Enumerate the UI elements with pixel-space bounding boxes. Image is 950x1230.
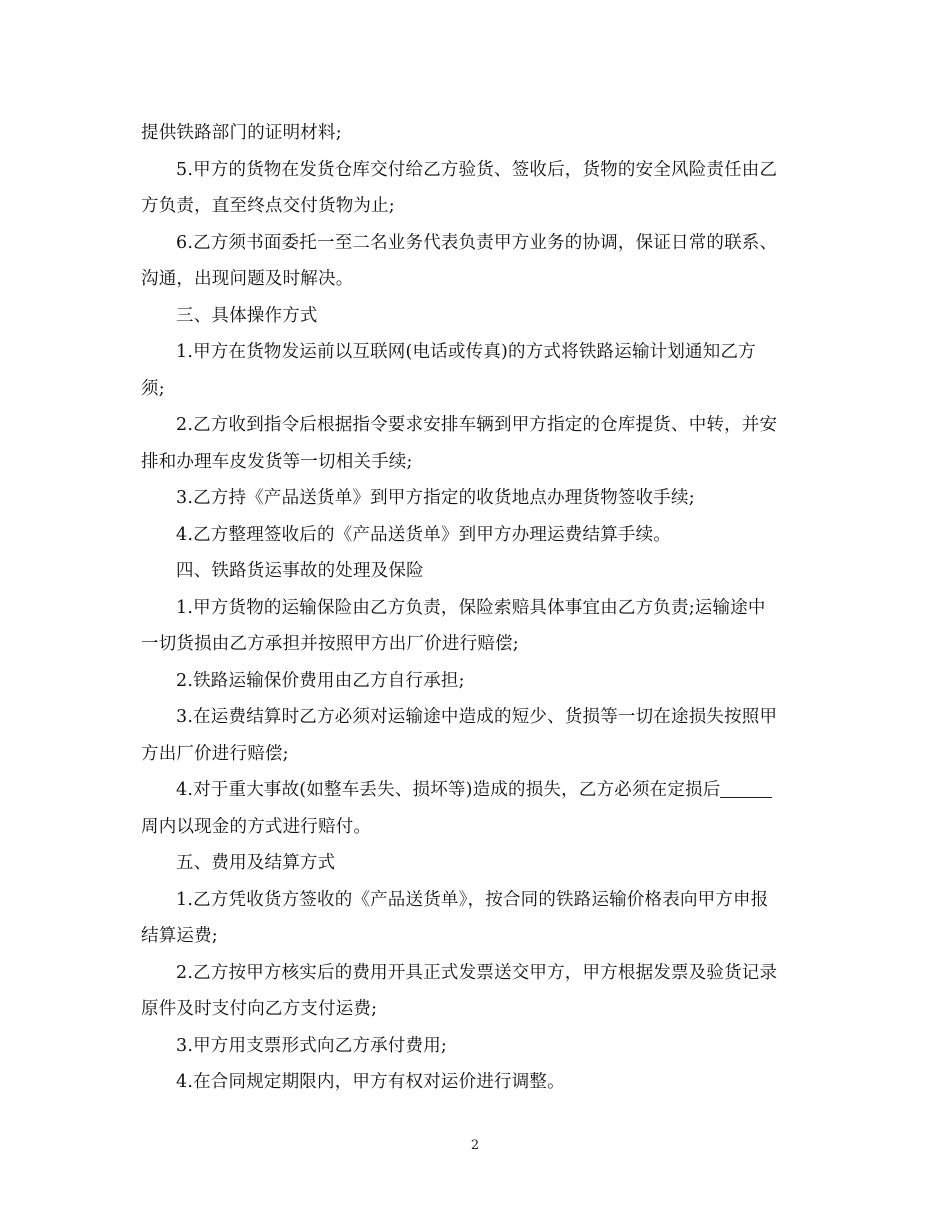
text-line: 方负责，直至终点交付货物为止; — [141, 196, 395, 216]
page-number: 2 — [470, 1138, 480, 1153]
text-line: 4.乙方整理签收后的《产品送货单》到甲方办理运费结算手续。 — [176, 524, 671, 545]
text-line: 4.在合同规定期限内，甲方有权对运价进行调整。 — [176, 1072, 565, 1092]
text-line: 5.甲方的货物在发货仓库交付给乙方验货、签收后，货物的安全风险责任由乙 — [176, 159, 778, 180]
text-line: 3.乙方持《产品送货单》到甲方指定的收货地点办理货物签收手续; — [176, 488, 695, 508]
text-line: 1.甲方在货物发运前以互联网(电话或传真)的方式将铁路运输计划通知乙方 — [176, 342, 756, 362]
text-line: 结算运费; — [141, 926, 218, 946]
text-line: 一切货损由乙方承担并按照甲方出厂价进行赔偿; — [141, 634, 519, 654]
section-heading: 三、具体操作方式 — [176, 305, 318, 326]
text-span: 4.对于重大事故(如整车丢失、损坏等)造成的损失，乙方必须在定损后 — [176, 780, 721, 800]
text-line: 1.乙方凭收货方签收的《产品送货单》，按合同的铁路运输价格表向甲方申报 — [176, 889, 769, 910]
text-line: 2.铁路运输保价费用由乙方自行承担; — [176, 670, 465, 691]
text-line: 提供铁路部门的证明材料; — [141, 123, 342, 143]
text-line: 沟通，出现问题及时解决。 — [141, 269, 354, 289]
text-line: 2.乙方按甲方核实后的费用开具正式发票送交甲方，甲方根据发票及验货记录 — [176, 962, 778, 983]
text-line: 3.甲方用支票形式向乙方承付费用; — [176, 1035, 447, 1056]
text-line-with-blank — [141, 772, 813, 809]
fill-in-blank — [720, 779, 772, 798]
text-line: 方出厂价进行赔偿; — [141, 743, 289, 764]
text-line: 6.乙方须书面委托一至二名业务代表负责甲方业务的协调，保证日常的联系、 — [176, 232, 778, 253]
text-line: 周内以现金的方式进行赔付。 — [141, 816, 372, 837]
text-line: 排和办理车皮发货等一切相关手续; — [141, 451, 413, 472]
text-line: 2.乙方收到指令后根据指令要求安排车辆到甲方指定的仓库提货、中转，并安 — [176, 415, 778, 435]
section-heading: 四、铁路货运事故的处理及保险 — [176, 561, 424, 581]
text-line: 1.甲方货物的运输保险由乙方负责，保险索赔具体事宜由乙方负责;运输途中 — [176, 597, 766, 618]
document-body — [141, 115, 813, 1101]
text-line: 3.在运费结算时乙方必须对运输途中造成的短少、货损等一切在途损失按照甲 — [176, 707, 778, 727]
section-heading: 五、费用及结算方式 — [176, 853, 336, 873]
text-line: 原件及时支付向乙方支付运费; — [141, 999, 378, 1019]
text-line: 须; — [141, 378, 165, 399]
